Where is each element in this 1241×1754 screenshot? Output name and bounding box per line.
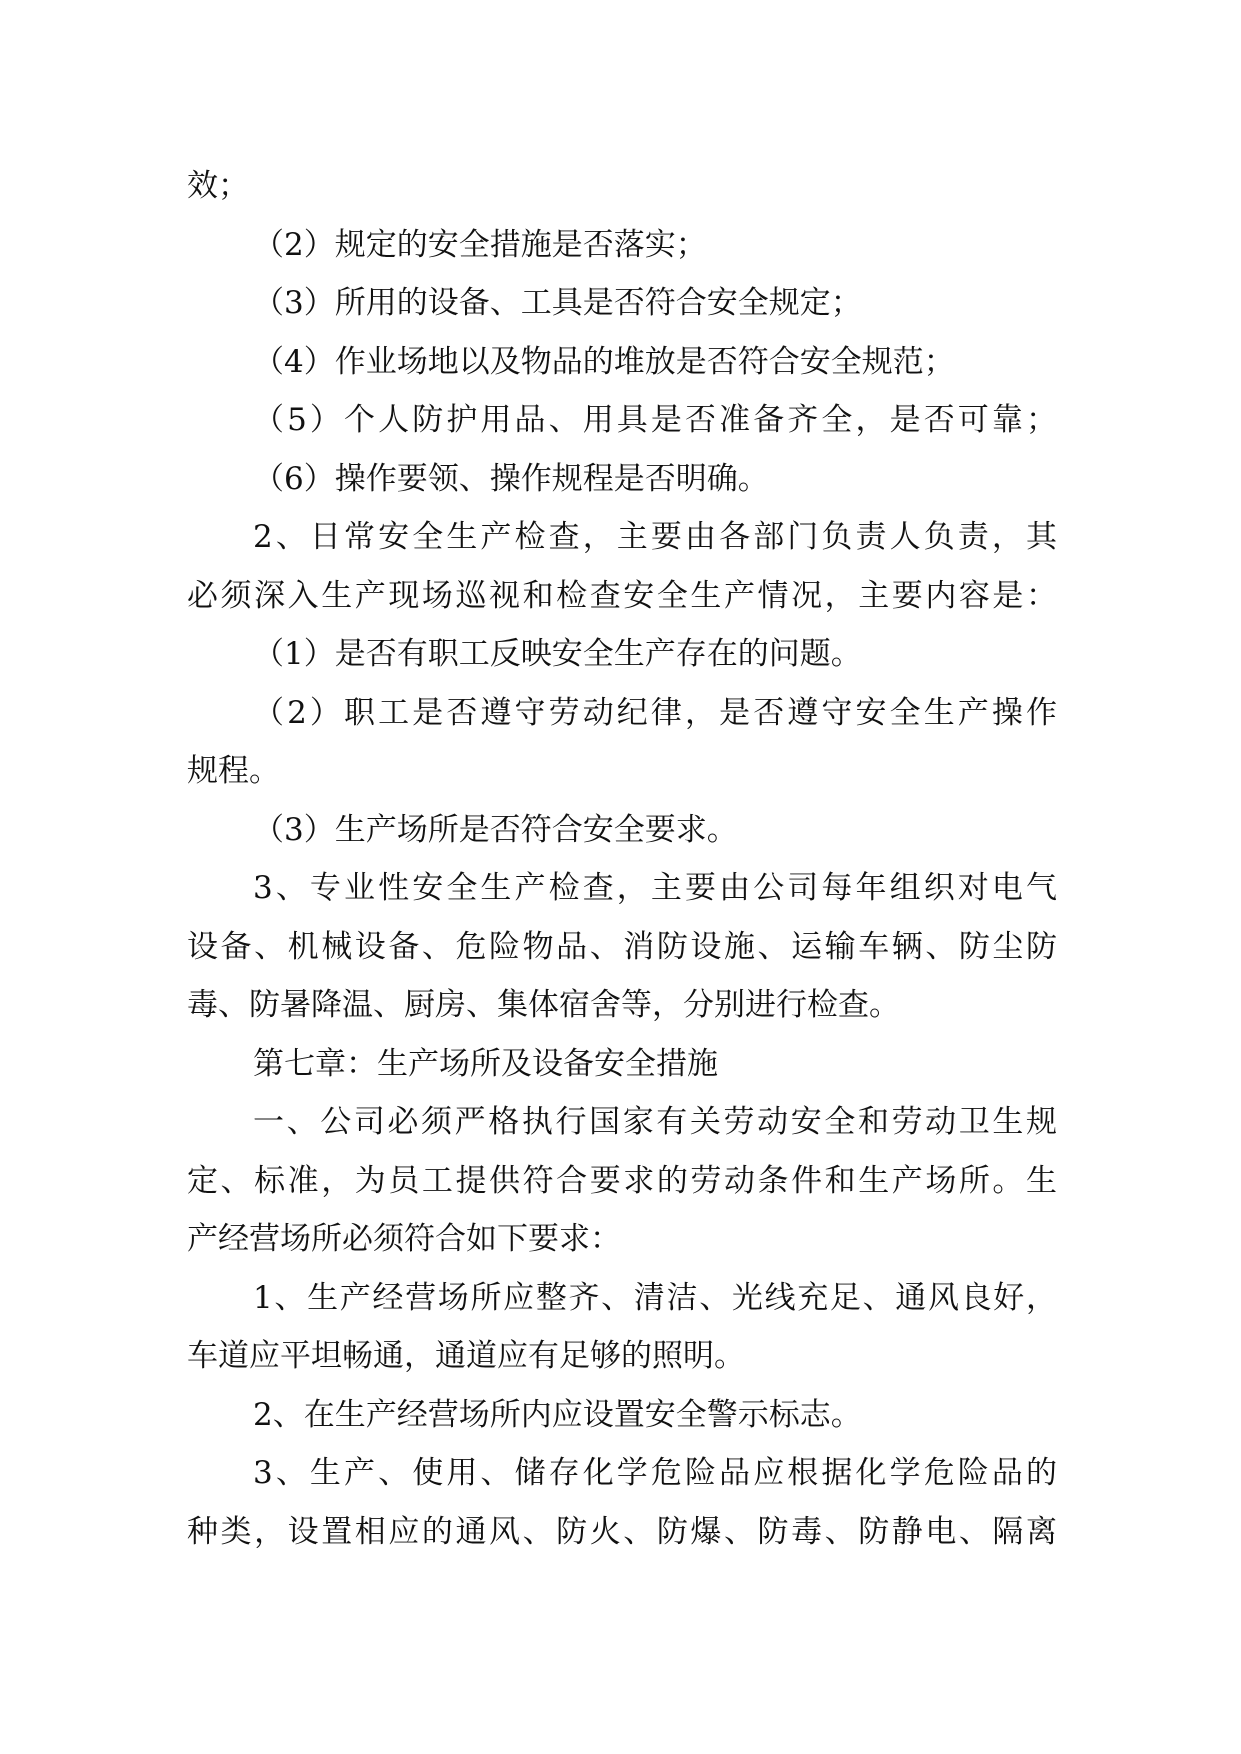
text-line: （1）是否有职工反映安全生产存在的问题。	[253, 636, 862, 672]
text-line: 产经营场所必须符合如下要求：	[187, 1221, 621, 1257]
text-line: （5）个人防护用品、用具是否准备齐全，是否可靠；	[253, 402, 1057, 438]
text-line: 车道应平坦畅通，通道应有足够的照明。	[187, 1338, 745, 1374]
text-line: 规程。	[187, 753, 280, 789]
text-line: 2、在生产经营场所内应设置安全警示标志。	[253, 1396, 862, 1433]
text-line: （6）操作要领、操作规程是否明确。	[253, 460, 769, 497]
text-line: 一、公司必须严格执行国家有关劳动安全和劳动卫生规	[253, 1104, 1057, 1140]
text-line: 毒、防暑降温、厨房、集体宿舍等，分别进行检查。	[187, 987, 900, 1023]
text-line: 定、标准，为员工提供符合要求的劳动条件和生产场所。生	[187, 1162, 1057, 1199]
text-line: （3）所用的设备、工具是否符合安全规定；	[253, 285, 862, 321]
text-line: 效；	[187, 168, 249, 204]
text-line: （2）规定的安全措施是否落实；	[253, 226, 707, 263]
text-line: 种类，设置相应的通风、防火、防爆、防毒、防静电、隔离	[187, 1513, 1057, 1550]
text-line: （2）职工是否遵守劳动纪律，是否遵守安全生产操作	[253, 694, 1057, 731]
text-line: 第七章：生产场所及设备安全措施	[253, 1045, 718, 1082]
text-line: 2、日常安全生产检查，主要由各部门负责人负责，其	[253, 519, 1057, 555]
text-line: 必须深入生产现场巡视和检查安全生产情况，主要内容是：	[187, 577, 1057, 614]
document-body	[187, 157, 1057, 1561]
text-line: （3）生产场所是否符合安全要求。	[253, 811, 738, 848]
text-line: 3、生产、使用、储存化学危险品应根据化学危险品的	[253, 1455, 1057, 1491]
text-line: 3、专业性安全生产检查，主要由公司每年组织对电气	[253, 870, 1057, 906]
text-line: 设备、机械设备、危险物品、消防设施、运输车辆、防尘防	[187, 928, 1057, 965]
text-line: 1、生产经营场所应整齐、清洁、光线充足、通风良好，	[253, 1279, 1057, 1316]
text-line: （4）作业场地以及物品的堆放是否符合安全规范；	[253, 343, 955, 380]
